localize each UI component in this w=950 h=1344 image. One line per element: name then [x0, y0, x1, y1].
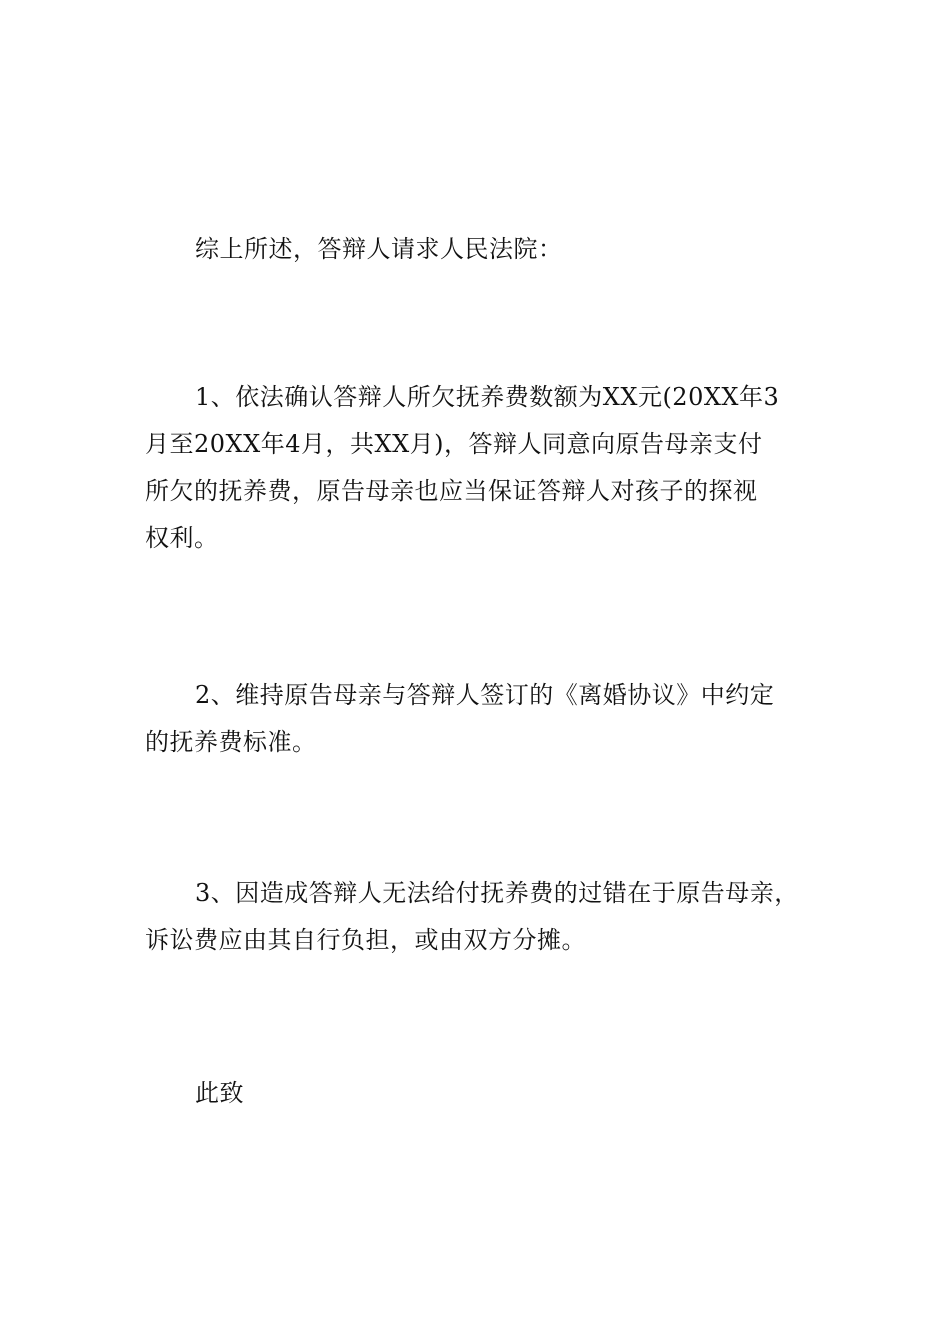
- item1-line-1: 1、依法确认答辩人所欠抚养费数额为XX元(20XX年3: [195, 383, 780, 411]
- intro-line: 综上所述，答辩人请求人民法院：: [195, 235, 563, 263]
- item3-line-1: 3、因造成答辩人无法给付抚养费的过错在于原告母亲，: [195, 879, 799, 907]
- item3-line-2: 诉讼费应由其自行负担，或由双方分摊。: [145, 926, 586, 954]
- item1-line-3: 所欠的抚养费，原告母亲也应当保证答辩人对孩子的探视: [145, 477, 758, 505]
- request-item-2: [145, 672, 815, 766]
- item1-line-2: 月至20XX年4月，共XX月)，答辩人同意向原告母亲支付: [145, 430, 763, 458]
- request-item-3: [145, 870, 815, 964]
- item2-line-2: 的抚养费标准。: [145, 728, 317, 756]
- item2-line-1: 2、维持原告母亲与答辩人签订的《离婚协议》中约定: [195, 681, 775, 709]
- closing-line: 此致: [195, 1079, 244, 1107]
- request-item-1: [145, 374, 815, 562]
- item1-line-4: 权利。: [145, 524, 219, 552]
- intro-paragraph: [145, 226, 815, 273]
- closing-salutation: [145, 1070, 815, 1117]
